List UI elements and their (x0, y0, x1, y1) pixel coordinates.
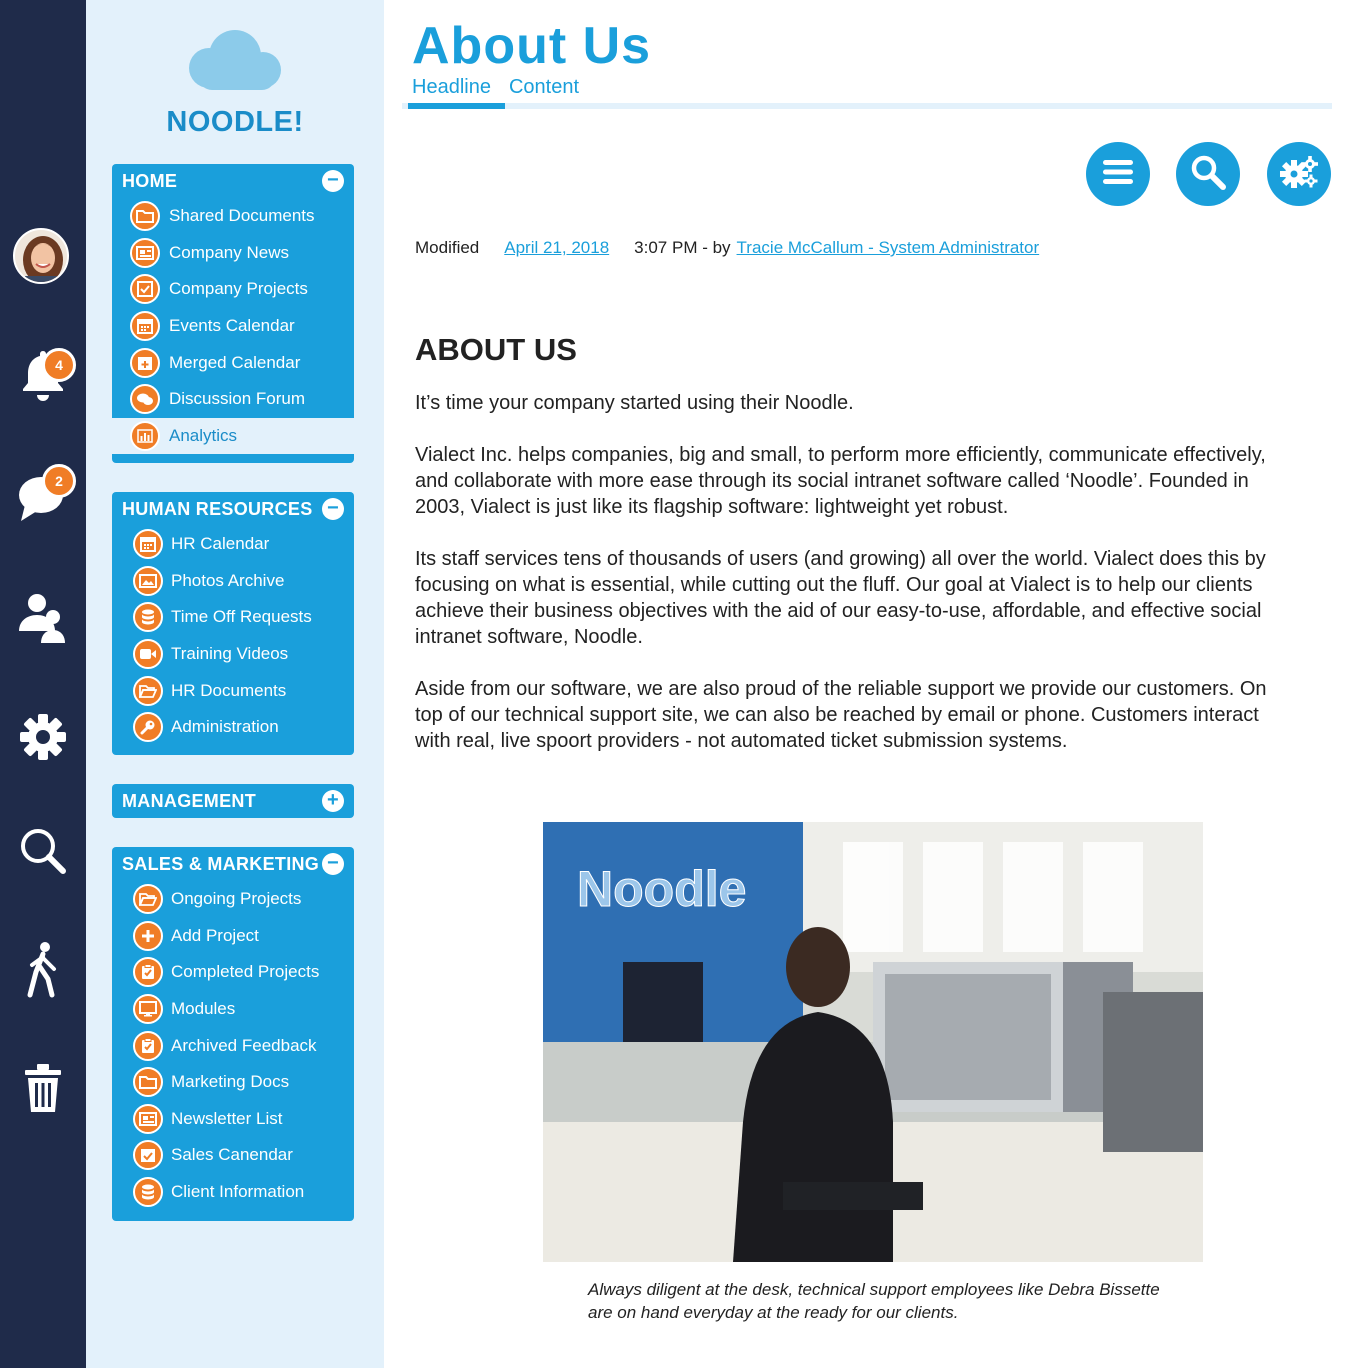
clipboard-check-icon (133, 1031, 163, 1061)
walking-person-icon[interactable] (10, 936, 76, 1002)
nav-item-label: Archived Feedback (171, 1035, 317, 1055)
chat-icon (130, 384, 160, 414)
nav-item-company-projects[interactable] (112, 271, 354, 308)
folder-open-icon (133, 676, 163, 706)
nav-item-modules[interactable] (112, 991, 354, 1028)
icon-rail (0, 0, 86, 1368)
nav-group-home (112, 164, 354, 463)
nav-item-label: Time Off Requests (171, 607, 312, 627)
article-paragraph: Vialect Inc. helps companies, big and small, to perform more efficiently, communicate effectively, and collaborate with more ease through its social intranet software called ‘Noodle’. Founded in 2003, Vialect is just like its flagship software: lightweight yet robust. (415, 444, 1266, 518)
newspaper-icon (130, 238, 160, 268)
nav-item-photos-archive[interactable] (112, 563, 354, 600)
modified-date-link[interactable]: April 21, 2018 (504, 238, 610, 257)
nav-item-label: Sales Canendar (171, 1145, 293, 1165)
photos-icon (133, 566, 163, 596)
nav-group-header-home[interactable] (112, 164, 354, 198)
nav-item-discussion-forum[interactable] (112, 381, 354, 418)
expand-icon[interactable]: + (322, 790, 344, 812)
menu-button[interactable] (1086, 142, 1150, 206)
nav-item-label: Company News (169, 242, 289, 262)
newspaper-icon (133, 1104, 163, 1134)
messages-chat-icon[interactable] (10, 464, 76, 530)
calendar-check-icon (133, 1140, 163, 1170)
nav-item-sales-calendar[interactable] (112, 1137, 354, 1174)
nav-item-time-off-requests[interactable] (112, 599, 354, 636)
folder-open-icon (133, 884, 163, 914)
notifications-badge: 4 (42, 348, 76, 382)
nav-item-administration[interactable] (112, 709, 354, 746)
tab-active-indicator (408, 103, 505, 109)
calendar-icon (130, 311, 160, 341)
article-paragraph: Aside from our software, we are also proud of the reliable support we provide our customers. On top of our technical support site, we can also be reached by email or phone. Customers interact with real, live spoort providers - not automated ticket submission systems. (415, 678, 1267, 752)
nav-item-label: Completed Projects (171, 962, 320, 982)
video-icon (133, 639, 163, 669)
article-body (415, 390, 1285, 780)
database-icon (133, 602, 163, 632)
nav-item-label: HR Calendar (171, 534, 270, 554)
article-photo (543, 822, 1203, 1262)
sidebar (86, 0, 384, 1368)
key-icon (133, 712, 163, 742)
article-heading: ABOUT US (415, 332, 577, 367)
photo-caption: Always diligent at the desk, technical support employees like Debra Bissette are on hand everyday at the ready for our clients. (588, 1280, 1160, 1322)
clipboard-check-icon (133, 957, 163, 987)
nav-item-label: Shared Documents (169, 206, 315, 226)
nav-item-company-news[interactable] (112, 235, 354, 272)
modified-time: 3:07 PM - by (634, 238, 731, 257)
bar-chart-icon (130, 421, 160, 451)
nav-group-sales-marketing (112, 847, 354, 1221)
plus-icon (133, 921, 163, 951)
modified-info (415, 238, 1039, 258)
nav-item-label: Discussion Forum (169, 389, 306, 409)
search-icon (1189, 153, 1227, 196)
article-paragraph: Its staff services tens of thousands of users (and growing) all over the world. Vialect does this by focusing on what is essential, while cutting out the fluff. Our goal at Vialect is to help our clients achieve their business objectives with the aid of our easy-to-use, affordable, and effective social intranet software, Noodle. (415, 548, 1266, 648)
nav-item-completed-projects[interactable] (112, 954, 354, 991)
folder-icon (130, 201, 160, 231)
messages-badge: 2 (42, 464, 76, 498)
nav-item-merged-calendar[interactable] (112, 344, 354, 381)
nav-item-archived-feedback[interactable] (112, 1027, 354, 1064)
search-icon[interactable] (10, 818, 76, 884)
monitor-icon (133, 994, 163, 1024)
page-title: About Us (412, 17, 652, 75)
nav-item-analytics[interactable] (112, 418, 354, 455)
nav-group-title: HUMAN RESOURCES (122, 498, 313, 519)
nav-group-title: MANAGEMENT (122, 790, 256, 811)
nav-item-label: HR Documents (171, 680, 287, 700)
calendar-plus-icon (130, 348, 160, 378)
nav-group-title: SALES & MARKETING (122, 853, 320, 874)
author-link[interactable]: Tracie McCallum - System Administrator (736, 238, 1040, 257)
nav-group-header-sales-marketing[interactable] (112, 847, 354, 881)
nav-item-ongoing-projects[interactable] (112, 881, 354, 918)
gears-icon (1279, 154, 1319, 195)
collapse-icon[interactable]: − (322, 498, 344, 520)
nav-group-management (112, 784, 354, 818)
nav-item-label: Photos Archive (171, 570, 285, 590)
nav-group-title: HOME (122, 170, 178, 191)
nav-item-marketing-docs[interactable] (112, 1064, 354, 1101)
collapse-icon[interactable]: − (322, 170, 344, 192)
cloud-logo-icon (179, 24, 291, 101)
tab-headline[interactable]: Headline (412, 76, 491, 98)
checkbox-icon (130, 274, 160, 304)
nav-group-human-resources (112, 492, 354, 755)
nav-item-label: Modules (171, 999, 236, 1019)
nav-item-events-calendar[interactable] (112, 308, 354, 345)
nav-item-label: Client Information (171, 1182, 305, 1202)
collapse-icon[interactable]: − (322, 853, 344, 875)
calendar-icon (133, 529, 163, 559)
trash-icon[interactable] (10, 1056, 76, 1122)
nav-item-hr-documents[interactable] (112, 672, 354, 709)
nav-item-label: Company Projects (169, 279, 308, 299)
hamburger-menu-icon (1101, 158, 1135, 191)
tab-underline (402, 103, 1332, 109)
nav-item-newsletter-list[interactable] (112, 1101, 354, 1138)
database-icon (133, 1177, 163, 1207)
app-logo-text: NOODLE! (166, 106, 304, 138)
nav-item-client-information[interactable] (112, 1174, 354, 1211)
photo-sign-text: Noodle (577, 861, 747, 917)
nav-item-add-project[interactable] (112, 918, 354, 955)
nav-item-label: Add Project (171, 925, 259, 945)
nav-item-training-videos[interactable] (112, 636, 354, 673)
nav-item-label: Analytics (169, 425, 238, 445)
nav-group-header-management[interactable] (112, 784, 354, 818)
search-button[interactable] (1176, 142, 1240, 206)
settings-gear-icon[interactable] (10, 704, 76, 770)
nav-item-label: Merged Calendar (169, 352, 301, 372)
folder-icon (133, 1067, 163, 1097)
users-icon[interactable] (10, 584, 76, 650)
nav-group-header-human-resources[interactable] (112, 492, 354, 526)
nav-item-label: Events Calendar (169, 316, 295, 336)
nav-item-label: Administration (171, 717, 279, 737)
article-paragraph: It’s time your company started using their Noodle. (415, 392, 854, 414)
nav-item-hr-calendar[interactable] (112, 526, 354, 563)
nav-item-label: Newsletter List (171, 1108, 283, 1128)
nav-item-label: Marketing Docs (171, 1072, 290, 1092)
modified-label: Modified (415, 238, 480, 257)
nav-item-label: Ongoing Projects (171, 889, 302, 909)
nav-item-label: Training Videos (171, 644, 289, 664)
settings-button[interactable] (1267, 142, 1331, 206)
user-avatar[interactable] (13, 228, 69, 284)
nav-item-shared-documents[interactable] (112, 198, 354, 235)
notifications-bell-icon[interactable] (10, 342, 76, 408)
tab-content[interactable]: Content (508, 76, 580, 98)
